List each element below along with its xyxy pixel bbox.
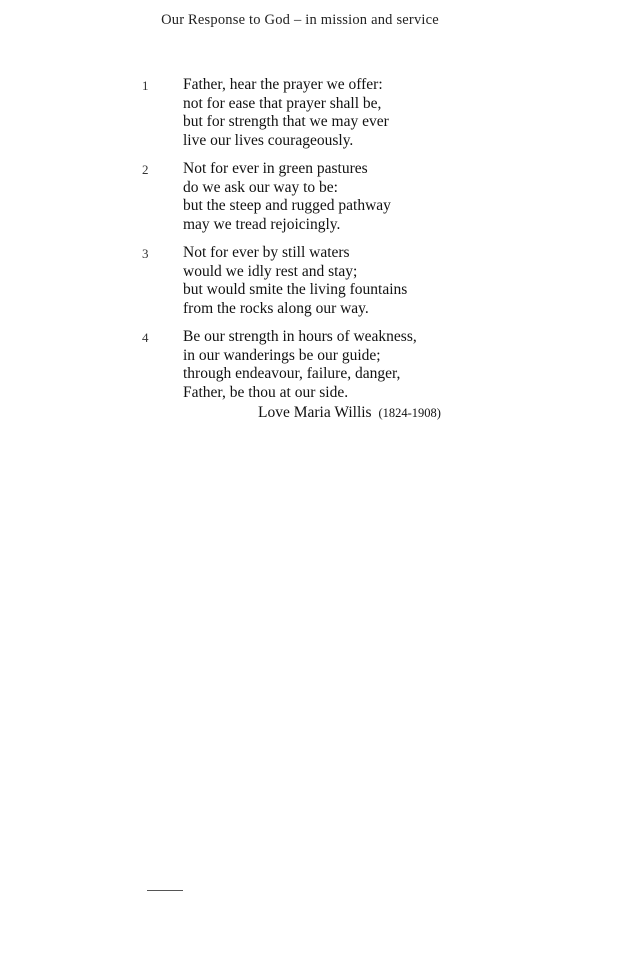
verse-line: Father, hear the prayer we offer: [183, 76, 383, 93]
verse-line: through endeavour, failure, danger, [183, 365, 401, 382]
verse-4 [140, 328, 480, 402]
verse-line: from the rocks along our way. [183, 299, 369, 317]
author-dates: (1824-1908) [378, 406, 441, 420]
verse-line: live our lives courageously. [183, 131, 354, 149]
verse-line: Father, be thou at our side. [183, 383, 349, 401]
verse-2 [140, 160, 480, 234]
verse-number: 4 [142, 330, 149, 345]
verse-number: 2 [142, 162, 149, 177]
page-header: Our Response to God – in mission and service [161, 12, 439, 28]
verse-lines [183, 76, 480, 150]
verse-lines [183, 328, 480, 402]
hymn-text [140, 76, 480, 412]
verse-number: 3 [142, 246, 149, 261]
verse-number: 1 [142, 78, 149, 93]
verse-line: but the steep and rugged pathway [183, 197, 391, 214]
verse-line: not for ease that prayer shall be, [183, 94, 382, 112]
verse-line: do we ask our way to be: [183, 178, 338, 196]
verse-3 [140, 244, 480, 318]
footer-rule [147, 890, 183, 891]
verse-line: in our wanderings be our guide; [183, 346, 381, 364]
verse-1 [140, 76, 480, 150]
verse-lines [183, 244, 480, 318]
verse-line: Be our strength in hours of weakness, [183, 328, 417, 345]
verse-line: would we idly rest and stay; [183, 262, 358, 280]
author-name: Love Maria Willis [258, 404, 372, 421]
verse-line: Not for ever by still waters [183, 244, 350, 261]
verse-line: but would smite the living fountains [183, 281, 408, 298]
verse-line: may we tread rejoicingly. [183, 215, 341, 233]
author-attribution [258, 404, 441, 422]
verse-line: Not for ever in green pastures [183, 160, 368, 177]
verse-lines [183, 160, 480, 234]
verse-line: but for strength that we may ever [183, 113, 389, 130]
